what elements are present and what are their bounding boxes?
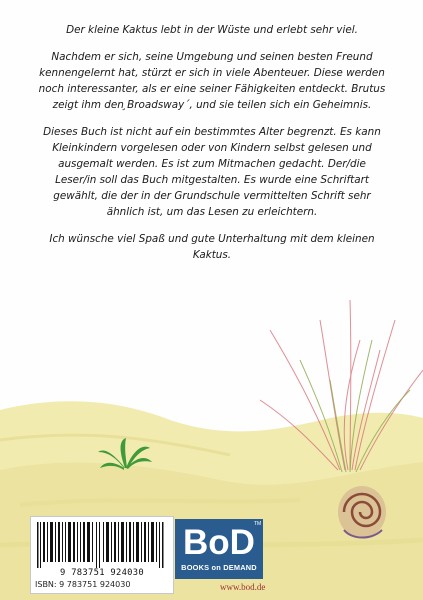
blurb-paragraph: Nachdem er sich, seine Umgebung und seinen besten Freund kennengelernt hat, stürzt er sich in viele Abenteuer. Diese werden noch interessanter, als er eine seiner Fähigkeiten entdeckt. Brutus zeigt ihm den ̧Broadsway´, und sie teilen sich ein Geheimnis. [38, 51, 386, 111]
barcode-digits: 9 783751 924030 [60, 568, 144, 578]
barcode-bars [37, 522, 167, 568]
trademark-mark: TM [254, 521, 262, 527]
bod-publisher-logo [175, 519, 263, 579]
snail-shell [338, 486, 386, 538]
publisher-url: www.bod.de [220, 582, 266, 592]
blurb-paragraph: Dieses Buch ist nicht auf ein bestimmtes Alter begrenzt. Es kann Kleinkindern vorgelesen oder von Kindern selbst gelesen und ausgemalt werden. Es ist zum Mitmachen gedacht. Der/die Leser/in soll das Buch mitgestalten. Es wurde eine Schriftart gewählt, die der in der Grundschule vermittelten Schrift sehr ähnlich ist, um das Lesen zu erleichtern. [43, 126, 381, 218]
isbn-label: ISBN: 9 783751 924030 [35, 580, 131, 589]
blurb-paragraph: Der kleine Kaktus lebt in der Wüste und erlebt sehr viel. [66, 24, 358, 36]
blurb-paragraph: Ich wünsche viel Spaß und gute Unterhaltung mit dem kleinen Kaktus. [49, 233, 375, 261]
blurb-text [36, 22, 388, 274]
bod-wordmark: BoD [183, 523, 255, 562]
isbn-barcode [30, 516, 174, 594]
bod-subtitle: BOOKS on DEMAND [181, 563, 257, 572]
